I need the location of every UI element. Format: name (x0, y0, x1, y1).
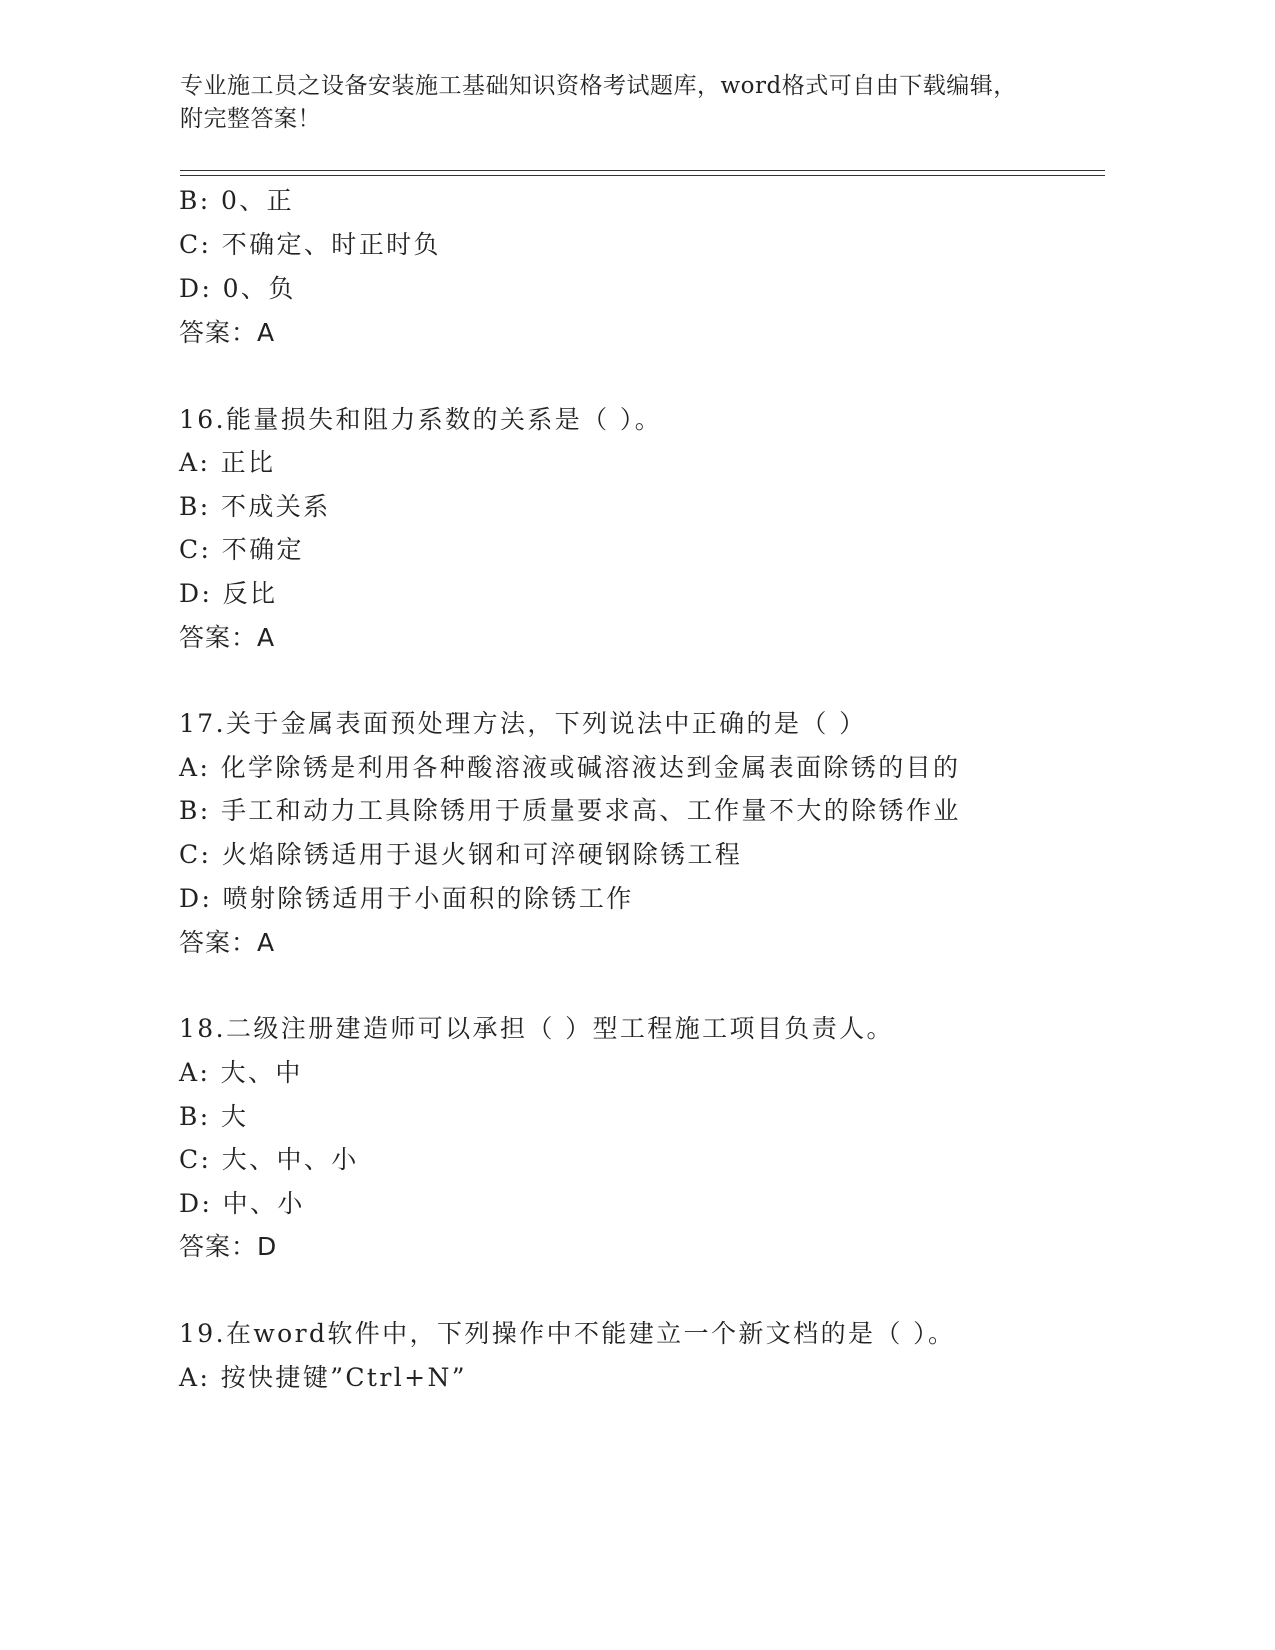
question-16-answer: 答案：A (179, 623, 276, 652)
header-divider-secondary (180, 175, 1105, 176)
question-17-option-c: C: 火焰除锈适用于退火钢和可淬硬钢除锈工程 (179, 840, 743, 869)
prev-option-b: B: 0、正 (179, 186, 295, 215)
question-17-option-d: D: 喷射除锈适用于小面积的除锈工作 (179, 884, 634, 913)
header-divider (180, 170, 1105, 171)
question-18-option-d: D: 中、小 (179, 1189, 305, 1218)
question-18-option-c: C: 大、中、小 (179, 1145, 359, 1174)
question-18-stem: 18.二级注册建造师可以承担（ ）型工程施工项目负责人。 (179, 1014, 894, 1043)
prev-answer: 答案：A (179, 318, 276, 347)
question-17-stem: 17.关于金属表面预处理方法，下列说法中正确的是（ ） (179, 709, 867, 738)
question-18-answer: 答案：D (179, 1232, 278, 1261)
question-19-option-a: A: 按快捷键”Ctrl+N” (179, 1363, 467, 1392)
question-16-option-c: C: 不确定 (179, 535, 304, 564)
question-17-option-b: B: 手工和动力工具除锈用于质量要求高、工作量不大的除锈作业 (179, 796, 961, 825)
prev-option-d: D: 0、负 (179, 274, 296, 303)
document-header (180, 70, 1040, 136)
question-16-stem: 16.能量损失和阻力系数的关系是（ ）。 (179, 405, 663, 434)
question-18-option-a: A: 大、中 (179, 1058, 303, 1087)
prev-option-c: C: 不确定、时正时负 (179, 230, 441, 259)
question-17-answer: 答案：A (179, 928, 276, 957)
header-line-1: 专业施工员之设备安装施工基础知识资格考试题库，word格式可自由下载编辑， (180, 73, 1017, 99)
question-16-option-b: B: 不成关系 (179, 492, 331, 521)
question-17-option-a: A: 化学除锈是利用各种酸溶液或碱溶液达到金属表面除锈的目的 (179, 753, 961, 782)
header-line-2: 附完整答案！ (180, 106, 321, 132)
question-16-option-a: A: 正比 (179, 448, 276, 477)
question-16-option-d: D: 反比 (179, 579, 278, 608)
question-19-stem: 19.在word软件中，下列操作中不能建立一个新文档的是（ ）。 (179, 1319, 956, 1348)
question-18-option-b: B: 大 (179, 1102, 249, 1131)
